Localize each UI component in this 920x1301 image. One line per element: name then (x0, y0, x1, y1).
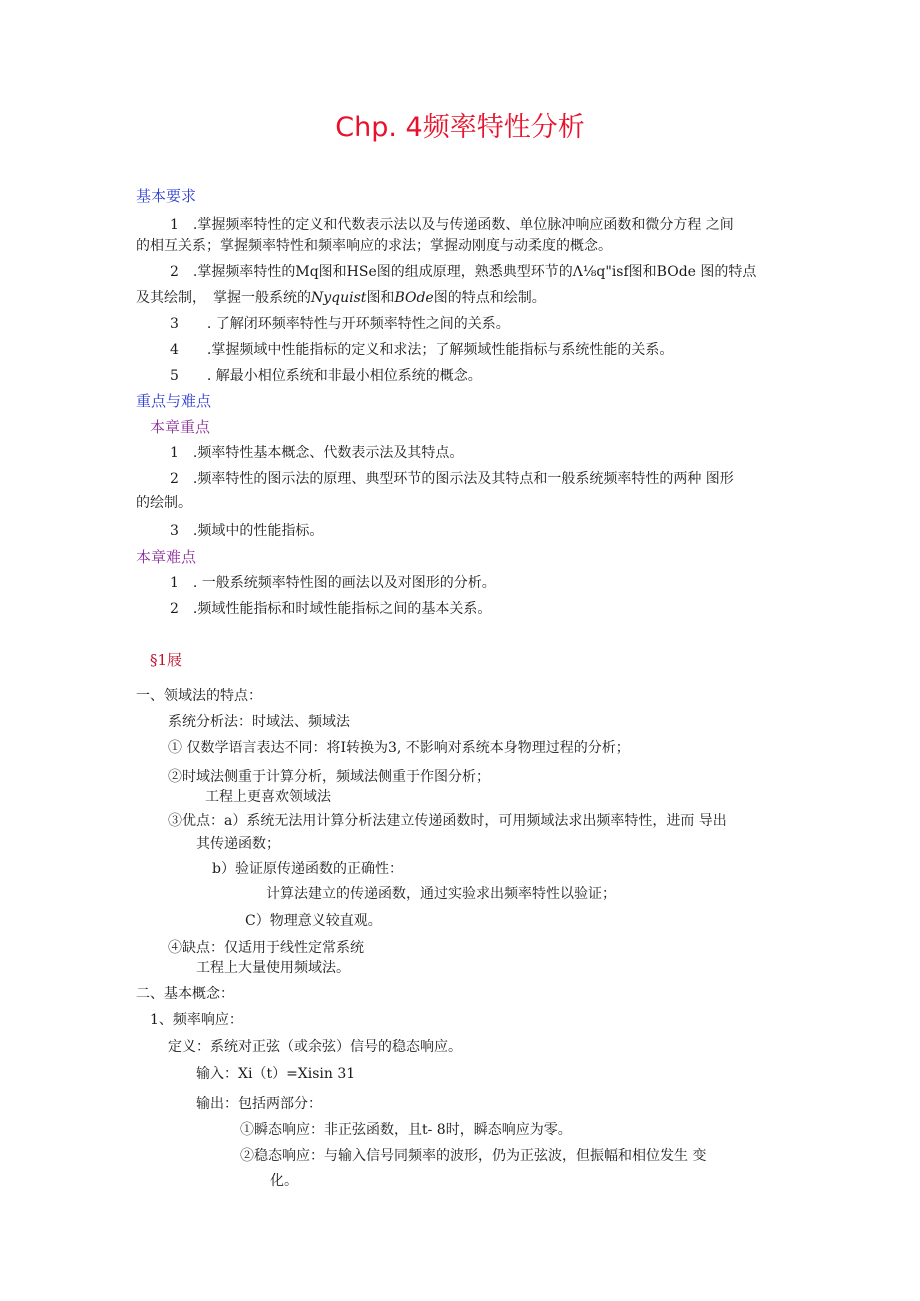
definition: 定义：系统对正弦（或余弦）信号的稳态响应。 (168, 1039, 462, 1055)
difficulty-2: 2 .频域性能指标和时域性能指标之间的基本关系。 (170, 601, 492, 617)
key-points-heading: 本章重点 (150, 418, 211, 436)
point-3-line-1: ③优点：a）系统无法用计算分析法建立传递函数时，可用频域法求出频率特性，进而 导出 (168, 813, 727, 829)
key-point-2-line-2: 的绘制。 (136, 495, 192, 511)
requirement-2-line-2 (136, 288, 546, 308)
frequency-response-heading: 1、频率响应： (150, 1012, 243, 1028)
steady-state-line-2: 化。 (270, 1173, 298, 1189)
point-3-b: b）验证原传递函数的正确性： (212, 861, 403, 877)
point-1: ① 仅数学语言表达不同：将I转换为3, 不影响对系统本身物理过程的分析； (168, 740, 630, 756)
chapter-title: Chp. 4频率特性分析 (335, 112, 585, 143)
requirements-heading: 基本要求 (136, 187, 197, 205)
difficulty-1: 1 . 一般系统频率特性图的画法以及对图形的分析。 (170, 575, 496, 591)
key-point-1: 1 .频率特性基本概念、代数表示法及其特点。 (170, 445, 464, 461)
requirement-4: 4 .掌握频域中性能指标的定义和求法；了解频域性能指标与系统性能的关系。 (170, 342, 674, 358)
part-2-heading: 二、基本概念： (136, 986, 234, 1002)
transient-response: ①瞬态响应：非正弦函数，且t- 8时，瞬态响应为零。 (240, 1122, 572, 1138)
requirement-3: 3 . 了解闭环频率特性与开环频率特性之间的关系。 (170, 316, 510, 332)
analysis-methods: 系统分析法：时域法、频域法 (168, 714, 350, 730)
point-2-sub: 工程上更喜欢领域法 (205, 789, 331, 805)
nyquist-term: Nyquist (311, 290, 367, 306)
key-point-3: 3 .频域中的性能指标。 (170, 523, 324, 539)
requirement-2-text-a: 及其绘制， 掌握一般系统的 (136, 290, 311, 306)
difficulties-heading: 本章难点 (136, 548, 197, 566)
point-2: ②时域法侧重于计算分析，频域法侧重于作图分析； (168, 769, 490, 785)
requirement-1-line-2: 的相互关系；掌握频率特性和频率响应的求法；掌握动刚度与动柔度的概念。 (136, 238, 612, 254)
point-4-sub: 工程上大量使用频域法。 (196, 960, 350, 976)
point-3-b-sub: 计算法建立的传递函数，通过实验求出频率特性以验证； (266, 886, 616, 902)
point-3-c: C）物理意义较直观。 (245, 913, 382, 929)
requirement-2-text-e: 图的特点和绘制。 (433, 290, 546, 306)
output-signal: 输出：包括两部分： (196, 1096, 322, 1112)
bode-term: BOde (394, 290, 434, 306)
key-point-2-line-1: 2 .频率特性的图示法的原理、典型环节的图示法及其特点和一般系统频率特性的两种 图形 (170, 471, 734, 487)
point-4: ④缺点：仅适用于线性定常系统 (168, 940, 364, 956)
requirement-5: 5 . 解最小相位系统和非最小相位系统的概念。 (170, 368, 482, 384)
input-signal: 输入：Xi（t）=Xisin 31 (196, 1066, 356, 1082)
steady-state-line-1: ②稳态响应：与输入信号同频率的波形，仍为正弦波，但振幅和相位发生 变 (240, 1148, 707, 1164)
requirement-2-line-1: 2 .掌握频率特性的Mq图和HSe图的组成原理，熟悉典型环节的Λ⅛q"isf图和BOde 图的特点 (170, 264, 757, 280)
requirement-1-line-1: 1 .掌握频率特性的定义和代数表示法以及与传递函数、单位脉冲响应函数和微分方程 之间 (170, 217, 734, 233)
point-3-line-2: 其传递函数； (196, 836, 280, 852)
part-1-heading: 一、领域法的特点： (136, 688, 262, 704)
requirement-2-text-c: 图和 (366, 290, 395, 306)
section-heading: §1屐 (150, 651, 183, 669)
focus-heading: 重点与难点 (136, 392, 212, 410)
